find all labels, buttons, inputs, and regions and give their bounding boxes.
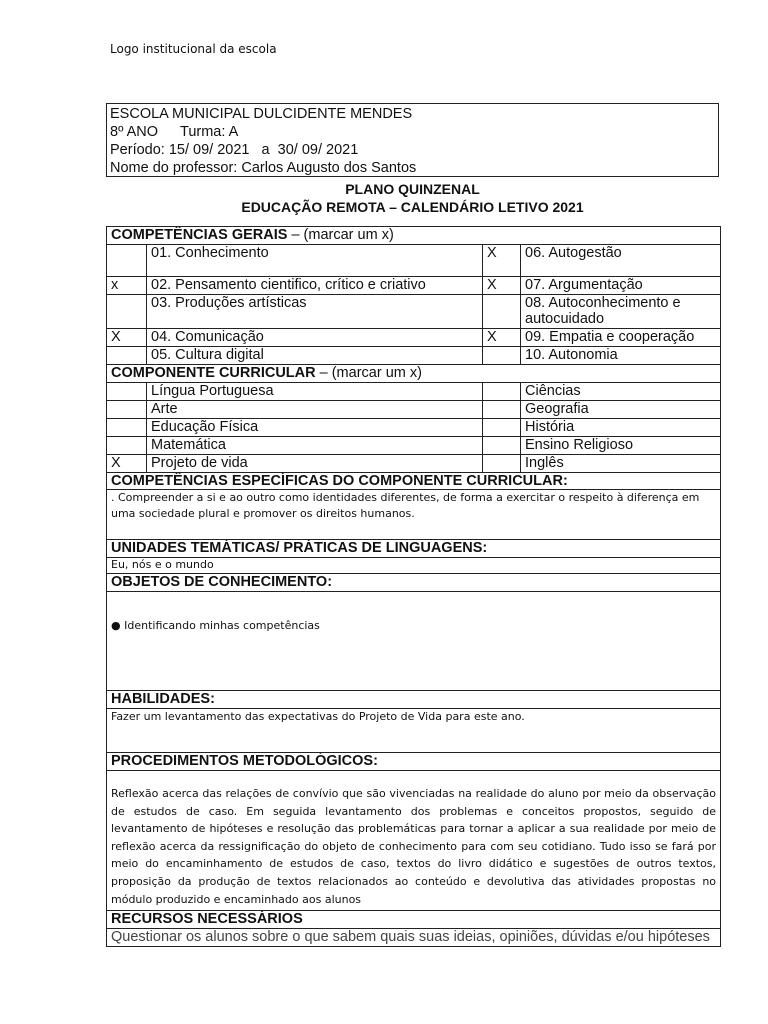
competencia-label: 10. Autonomia <box>521 347 721 365</box>
competencia-label: 04. Comunicação <box>147 329 483 347</box>
teacher-name: Nome do professor: Carlos Augusto dos Santos <box>110 160 417 176</box>
check-mark <box>483 295 521 329</box>
componente-label: Ciências <box>521 383 721 401</box>
competencia-label: 08. Autoconhecimento e autocuidado <box>521 295 721 329</box>
check-mark <box>483 383 521 401</box>
objetos-conhecimento-text: Identificando minhas competências <box>124 619 320 632</box>
check-mark: X <box>483 245 521 277</box>
plan-title: PLANO QUINZENAL <box>345 181 480 197</box>
table-row <box>107 455 721 473</box>
bullet-icon: ● <box>111 619 121 632</box>
competencia-label: 07. Argumentação <box>521 277 721 295</box>
check-mark <box>107 347 147 365</box>
componente-label: Arte <box>147 401 483 419</box>
habilidades-text: Fazer um levantamento das expectativas do Projeto de Vida para este ano. <box>107 709 721 753</box>
competencias-especificas-header: COMPETÊNCIAS ESPECÍFICAS DO COMPONENTE CURRICULAR: <box>107 473 721 490</box>
competencia-label: 01. Conhecimento <box>147 245 483 277</box>
componente-label: História <box>521 419 721 437</box>
check-mark <box>107 383 147 401</box>
competencias-gerais-header: COMPETÊNCIAS GERAIS – (marcar um x) <box>107 227 721 245</box>
table-row <box>107 245 721 277</box>
check-mark <box>483 401 521 419</box>
check-mark <box>483 347 521 365</box>
competencia-label: 03. Produções artísticas <box>147 295 483 329</box>
table-row <box>107 437 721 455</box>
table-row <box>107 383 721 401</box>
componente-label: Inglês <box>521 455 721 473</box>
componente-label: Educação Física <box>147 419 483 437</box>
period: Período: 15/ 09/ 2021 a 30/ 09/ 2021 <box>110 142 359 158</box>
componente-label: Projeto de vida <box>147 455 483 473</box>
check-mark <box>107 245 147 277</box>
competencias-especificas-text: . Compreender a si e ao outro como identidades diferentes, de forma a exercitar o respeito à diferença em uma sociedade plural e promover os direitos humanos. <box>107 490 721 540</box>
check-mark: X <box>483 329 521 347</box>
unidades-tematicas-text: Eu, nós e o mundo <box>107 558 721 574</box>
grade: 8º ANO <box>110 124 159 140</box>
check-mark <box>483 455 521 473</box>
table-row <box>107 295 721 329</box>
componente-curricular-header: COMPONENTE CURRICULAR – (marcar um x) <box>107 365 721 383</box>
componente-label: Matemática <box>147 437 483 455</box>
objetos-conhecimento-header: OBJETOS DE CONHECIMENTO: <box>107 574 721 592</box>
plan-subtitle: EDUCAÇÃO REMOTA – CALENDÁRIO LETIVO 2021 <box>241 199 584 215</box>
check-mark: X <box>107 455 147 473</box>
table-row <box>107 347 721 365</box>
check-mark <box>107 401 147 419</box>
table-row <box>107 329 721 347</box>
habilidades-header: HABILIDADES: <box>107 691 721 709</box>
objetos-conhecimento-body <box>107 592 721 691</box>
table-row <box>107 401 721 419</box>
check-mark <box>107 437 147 455</box>
procedimentos-text: Reflexão acerca das relações de convívio que são vivenciadas na realidade do aluno por meio da observação de estudos de caso. Em seguida levantamento dos problemas e conceitos propostos, seguido de levantamento de hipóteses e resolução das problemáticas para tornar a aplicar a sua realidade por meio de reflexão acerca da ressignificação do objeto de conhecimento para com seu cotidiano. Tudo isso se fará por meio do encaminhamento de estudos de caso, textos do livro didático e sugestões de outros textos, proposição da produção de textos relacionados ao conteúdo e devolutiva das atividades propostas no módulo produzido e encaminhado aos alunos <box>107 771 721 911</box>
check-mark <box>483 437 521 455</box>
recursos-header: RECURSOS NECESSÁRIOS <box>107 911 721 929</box>
check-mark: x <box>107 277 147 295</box>
procedimentos-header: PROCEDIMENTOS METODOLÓGICOS: <box>107 753 721 771</box>
competencia-label: 06. Autogestão <box>521 245 721 277</box>
check-mark: X <box>107 329 147 347</box>
school-logo-placeholder: Logo institucional da escola <box>110 42 277 56</box>
componente-label: Geografia <box>521 401 721 419</box>
recursos-text: Questionar os alunos sobre o que sabem quais suas ideias, opiniões, dúvidas e/ou hipóteses <box>107 929 721 947</box>
plan-table <box>106 226 721 947</box>
table-row <box>107 419 721 437</box>
school-name: ESCOLA MUNICIPAL DULCIDENTE MENDES <box>110 106 413 122</box>
competencia-label: 05. Cultura digital <box>147 347 483 365</box>
grade-class-line <box>110 123 715 141</box>
check-mark: X <box>483 277 521 295</box>
check-mark <box>107 295 147 329</box>
table-row <box>107 277 721 295</box>
check-mark <box>107 419 147 437</box>
check-mark <box>483 419 521 437</box>
class: Turma: A <box>180 124 239 140</box>
componente-label: Ensino Religioso <box>521 437 721 455</box>
unidades-tematicas-header: UNIDADES TEMÁTICAS/ PRÁTICAS DE LINGUAGENS: <box>107 540 721 558</box>
componente-label: Língua Portuguesa <box>147 383 483 401</box>
competencia-label: 02. Pensamento cientifico, crítico e criativo <box>147 277 483 295</box>
school-info-box <box>106 103 719 177</box>
competencia-label: 09. Empatia e cooperação <box>521 329 721 347</box>
